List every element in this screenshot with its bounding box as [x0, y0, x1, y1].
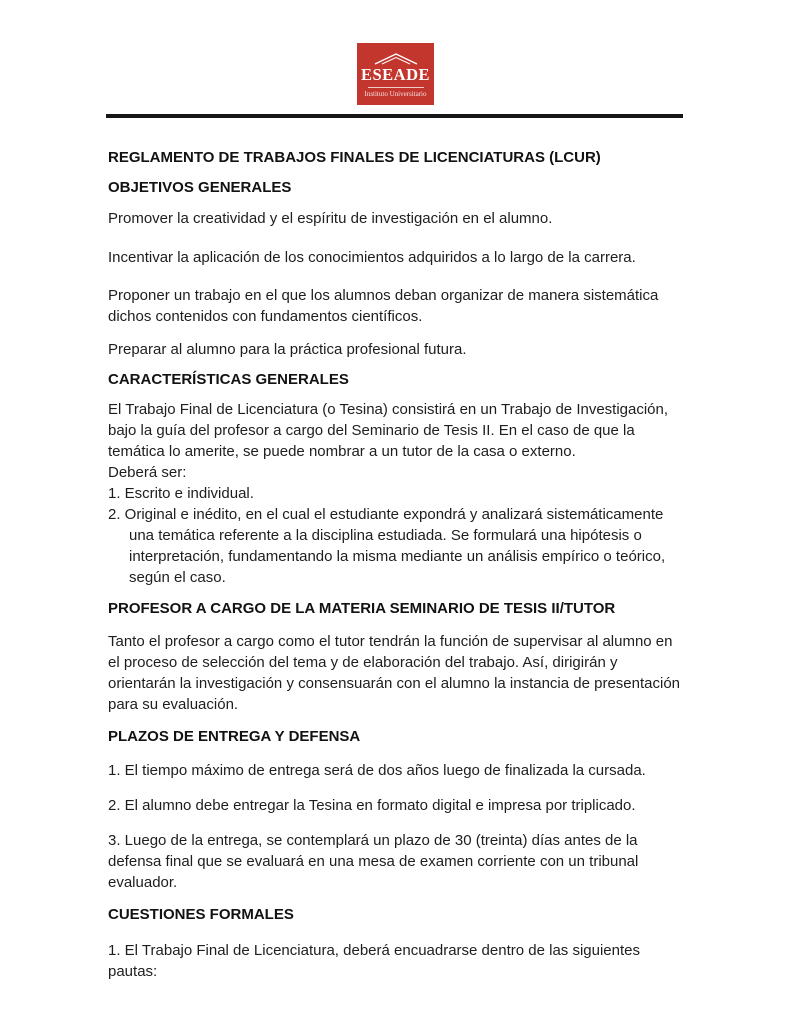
section-heading-cuestiones: CUESTIONES FORMALES [108, 906, 294, 923]
paragraph: Preparar al alumno para la práctica profesional futura. [108, 341, 467, 358]
document-title: REGLAMENTO DE TRABAJOS FINALES DE LICENCIATURAS (LCUR) [108, 149, 601, 166]
numbered-paragraph: 2. El alumno debe entregar la Tesina en formato digital e impresa por triplicado. [108, 797, 636, 814]
paragraph: Promover la creatividad y el espíritu de investigación en el alumno. [108, 210, 553, 227]
logo-subtitle: Instituto Universitario [364, 89, 427, 98]
logo-divider [368, 87, 424, 88]
paragraph: Incentivar la aplicación de los conocimientos adquiridos a lo largo de la carrera. [108, 249, 636, 266]
numbered-paragraph: 1. El Trabajo Final de Licenciatura, deberá encuadrarse dentro de las siguientes pautas: [108, 942, 640, 980]
roof-icon [373, 52, 419, 65]
section-heading-objetivos: OBJETIVOS GENERALES [108, 179, 292, 196]
logo-wordmark: ESEADE [360, 64, 431, 84]
numbered-paragraph: 1. El tiempo máximo de entrega será de dos años luego de finalizada la cursada. [108, 762, 646, 779]
eseade-logo [357, 43, 434, 105]
header-divider-rule [106, 114, 683, 118]
numbered-paragraph: 3. Luego de la entrega, se contemplará un plazo de 30 (treinta) días antes de la defensa final que se evaluará en una mesa de examen corriente con un tribunal evaluador. [108, 832, 639, 891]
section-heading-profesor: PROFESOR A CARGO DE LA MATERIA SEMINARIO DE TESIS II/TUTOR [108, 600, 616, 617]
numbered-item: 1. Escrito e individual. [108, 485, 254, 502]
section-heading-caracteristicas: CARACTERÍSTICAS GENERALES [108, 371, 349, 388]
document-body [108, 140, 686, 982]
paragraph: El Trabajo Final de Licenciatura (o Tesina) consistirá en un Trabajo de Investigación, bajo la guía del profesor a cargo del Seminario de Tesis II. En el caso de que la temática lo amerite, se puede nombrar a un tutor de la casa o externo. [108, 401, 669, 460]
numbered-item: 2. Original e inédito, en el cual el estudiante expondrá y analizará sistemáticamente una temática referente a la disciplina estudiada. Se formulará una hipótesis o interpretación, fundamentando la misma mediante un análisis empírico o teórico, según el caso. [108, 506, 666, 586]
section-heading-plazos: PLAZOS DE ENTREGA Y DEFENSA [108, 728, 361, 745]
list-label: Deberá ser: [108, 464, 187, 481]
paragraph: Tanto el profesor a cargo como el tutor tendrán la función de supervisar al alumno en el proceso de selección del tema y de elaboración del trabajo. Así, dirigirán y orientarán la investigación y consensuarán con el alumno la instancia de presentación para su evaluación. [108, 633, 681, 713]
paragraph: Proponer un trabajo en el que los alumnos deban organizar de manera sistemática dichos contenidos con fundamentos científicos. [108, 287, 659, 325]
